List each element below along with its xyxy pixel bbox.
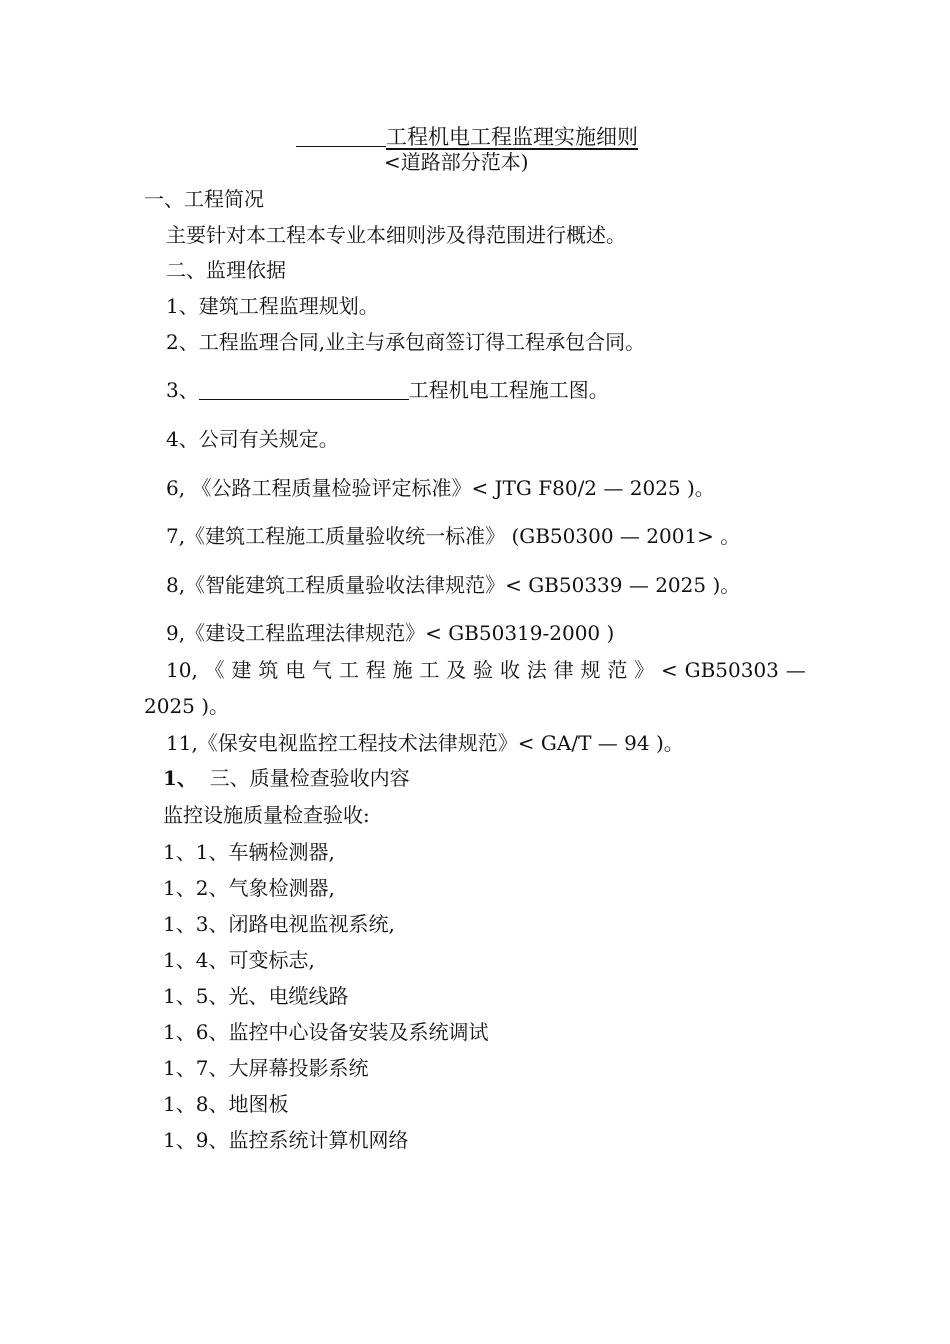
section-heading-2: 二、监理依据 bbox=[166, 258, 286, 282]
basis-item-10 bbox=[166, 658, 806, 682]
section-3-intro: 监控设施质量检查验收: bbox=[163, 803, 370, 827]
basis-item-10-continued: 2025 )。 bbox=[144, 694, 230, 718]
inspection-item: 1、8、地图板 bbox=[163, 1092, 289, 1116]
inspection-item: 1、2、气象检测器, bbox=[163, 876, 335, 900]
fill-in-blank bbox=[199, 379, 409, 400]
b10-part: 规 bbox=[580, 658, 601, 682]
inspection-item: 1、3、闭路电视监视系统, bbox=[163, 912, 395, 936]
b10-part: — bbox=[785, 658, 806, 682]
b10-part: 《 bbox=[204, 658, 225, 682]
inspection-item: 1、9、监控系统计算机网络 bbox=[163, 1128, 409, 1152]
title-blank-line bbox=[296, 126, 386, 147]
inspection-item: 1、4、可变标志, bbox=[163, 948, 315, 972]
section-3-number: 1、 bbox=[163, 766, 197, 790]
section-3-title: 三、质量检查验收内容 bbox=[209, 766, 410, 790]
inspection-item: 1、5、光、电缆线路 bbox=[163, 984, 349, 1008]
section-1-body: 主要针对本工程本专业本细则涉及得范围进行概述。 bbox=[166, 223, 626, 247]
inspection-item: 1、6、监控中心设备安装及系统调试 bbox=[163, 1020, 489, 1044]
basis-item-9: 9,《建设工程监理法律规范》< GB50319-2000 ) bbox=[166, 621, 615, 645]
b10-part: 工 bbox=[338, 658, 359, 682]
inspection-item: 1、1、车辆检测器, bbox=[163, 840, 335, 864]
b10-part: 范 bbox=[607, 658, 628, 682]
b10-part: GB50303 bbox=[684, 658, 779, 682]
b10-part: 律 bbox=[553, 658, 574, 682]
b10-part: 及 bbox=[446, 658, 467, 682]
basis-item-6: 6, 《公路工程质量检验评定标准》< JTG F80/2 — 2025 )。 bbox=[166, 476, 715, 500]
b10-part: 程 bbox=[365, 658, 386, 682]
document-subtitle: <道路部分范本) bbox=[384, 150, 529, 174]
basis-item-3-suffix: 工程机电工程施工图。 bbox=[408, 378, 609, 402]
basis-item-1: 1、建筑工程监理规划。 bbox=[166, 294, 379, 318]
b10-part: 建 bbox=[231, 658, 252, 682]
b10-part: 》 bbox=[634, 658, 655, 682]
b10-part: 工 bbox=[419, 658, 440, 682]
section-heading-3 bbox=[163, 766, 410, 790]
b10-part: 验 bbox=[473, 658, 494, 682]
basis-item-4: 4、公司有关规定。 bbox=[166, 427, 339, 451]
section-heading-1: 一、工程简况 bbox=[144, 187, 264, 211]
b10-part: 收 bbox=[499, 658, 520, 682]
basis-item-8: 8,《智能建筑工程质量验收法律规范》< GB50339 — 2025 )。 bbox=[166, 573, 741, 597]
b10-part: < bbox=[661, 658, 678, 682]
b10-part: 电 bbox=[285, 658, 306, 682]
document-title bbox=[296, 124, 656, 150]
basis-item-11: 11,《保安电视监控工程技术法律规范》< GA/T — 94 )。 bbox=[166, 731, 684, 755]
basis-item-3 bbox=[166, 378, 609, 402]
inspection-item: 1、7、大屏幕投影系统 bbox=[163, 1056, 369, 1080]
basis-item-7: 7,《建筑工程施工质量验收统一标准》 (GB50300 — 2001> 。 bbox=[166, 524, 741, 548]
b10-part: 气 bbox=[312, 658, 333, 682]
basis-item-3-prefix: 3、 bbox=[166, 378, 199, 402]
basis-item-2: 2、工程监理合同,业主与承包商签订得工程承包合同。 bbox=[166, 330, 646, 354]
b10-part: 法 bbox=[526, 658, 547, 682]
b10-part: 筑 bbox=[258, 658, 279, 682]
b10-part: 施 bbox=[392, 658, 413, 682]
title-text: 工程机电工程监理实施细则 bbox=[386, 125, 638, 149]
b10-part: 10, bbox=[166, 658, 198, 682]
